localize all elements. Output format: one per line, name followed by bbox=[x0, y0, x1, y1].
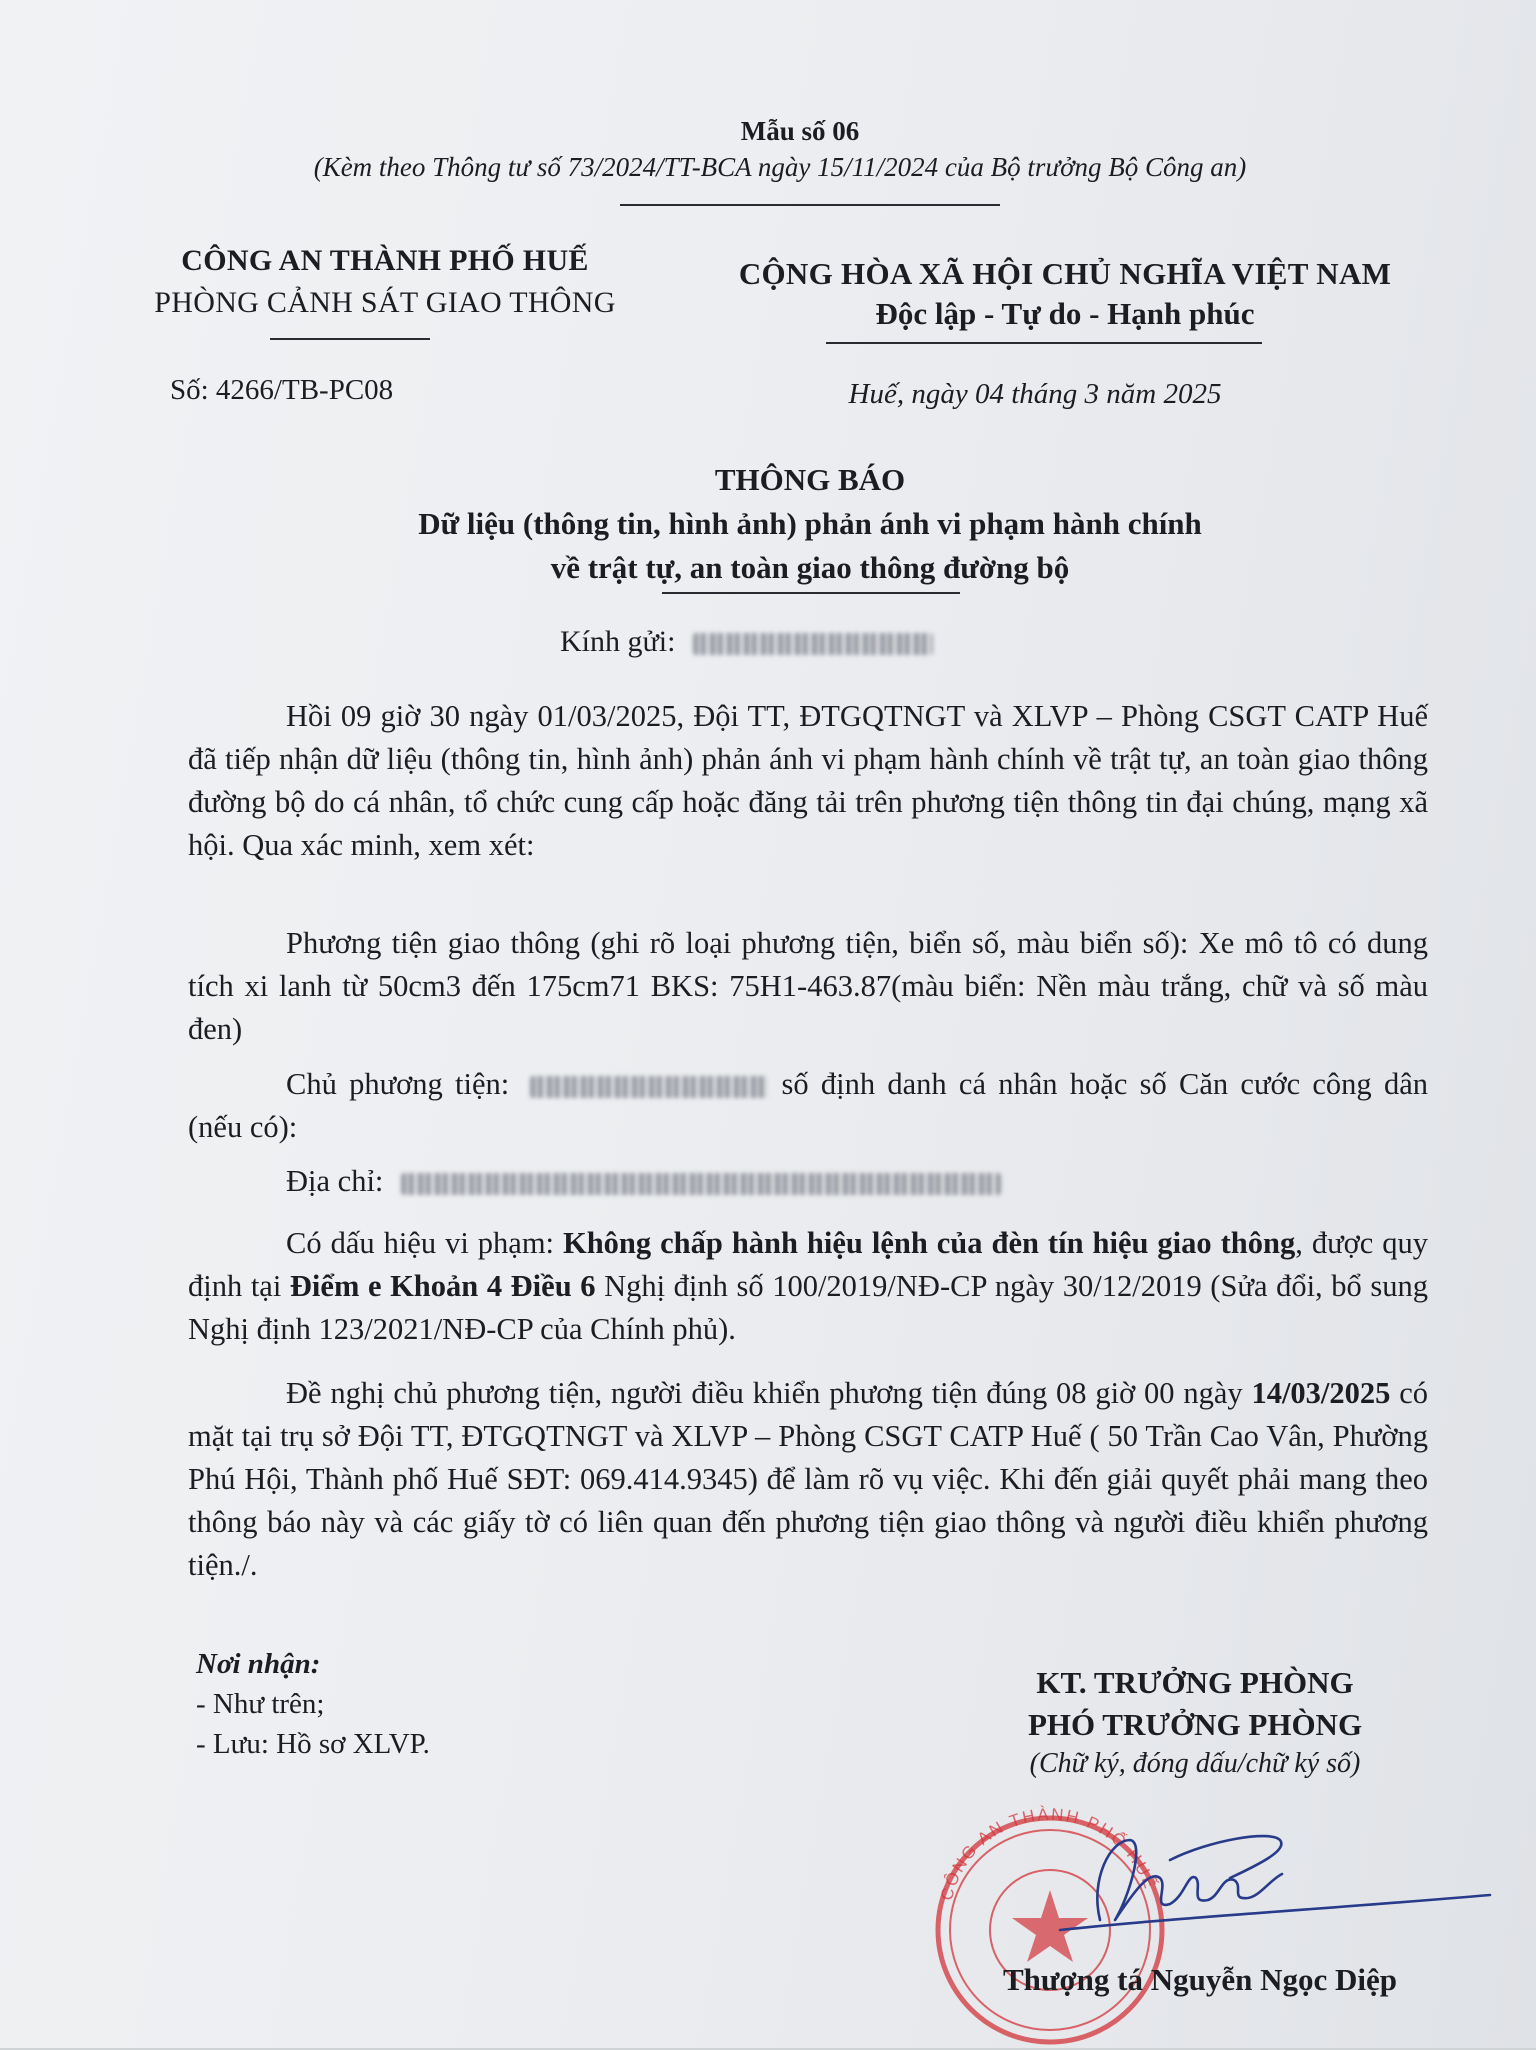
notice-subtitle-line2: về trật tự, an toàn giao thông đường bộ bbox=[550, 550, 1070, 585]
seal-text: CÔNG AN THÀNH PHỐ HUẾ bbox=[937, 1804, 1161, 1903]
signature-note: (Chữ ký, đóng dấu/chữ ký số) bbox=[1029, 1748, 1361, 1779]
recipients-block bbox=[196, 1644, 696, 1764]
redacted-address bbox=[401, 1173, 1001, 1195]
agency-department: PHÒNG CẢNH SÁT GIAO THÔNG bbox=[154, 286, 616, 319]
motto-divider bbox=[826, 342, 1262, 344]
notice-subtitle-line1: Dữ liệu (thông tin, hình ảnh) phản ánh vi phạm hành chính bbox=[418, 506, 1202, 541]
owner-paragraph bbox=[188, 1063, 1428, 1149]
violation-article: Điểm e Khoản 4 Điều 6 bbox=[289, 1269, 596, 1303]
recipient-item: - Như trên; bbox=[196, 1688, 325, 1720]
notice-title: THÔNG BÁO bbox=[714, 462, 906, 497]
violation-suffix: Nghị định số 100/2019/NĐ-CP ngày 30/12/2019 (Sửa đổi, bổ sung Nghị định 123/2021/NĐ-CP của Chính phủ). bbox=[188, 1269, 1428, 1346]
intro-paragraph: Hồi 09 giờ 30 ngày 01/03/2025, Đội TT, ĐTGQTNGT và XLVP – Phòng CSGT CATP Huế đã tiếp nhận dữ liệu (thông tin, hình ảnh) phản ánh vi phạm hành chính về trật tự, an toàn giao thông đường bộ do cá nhân, tổ chức cung cấp hoặc đăng tải trên phương tiện thông tin đại chúng, mạng xã hội. Qua xác minh, xem xét: bbox=[188, 699, 1428, 862]
signer-name: Thượng tá Nguyễn Ngọc Diệp bbox=[1002, 1962, 1398, 1997]
signature-role-line1: KT. TRƯỞNG PHÒNG bbox=[1036, 1665, 1354, 1700]
request-suffix: có mặt tại trụ sở Đội TT, ĐTGQTNGT và XLVP – Phòng CSGT CATP Huế ( 50 Trần Cao Vân, Phường Phú Hội, Thành phố Huế SĐT: 069.414.9345) để làm rõ vụ việc. Khi đến giải quyết phải mang theo thông báo này và các giấy tờ có liên quan đến phương tiện giao thông và người điều khiển phương tiện./. bbox=[188, 1376, 1428, 1582]
recipients-heading: Nơi nhận: bbox=[196, 1648, 321, 1680]
header-divider bbox=[620, 204, 1000, 206]
signature-role bbox=[910, 1662, 1480, 1746]
vehicle-paragraph: Phương tiện giao thông (ghi rõ loại phương tiện, biển số, màu biển số): Xe mô tô có dung tích xi lanh từ 50cm3 đến 175cm71 BKS: 75H1-463.87(màu biển: Nền màu trắng, chữ và số màu đen) bbox=[188, 926, 1428, 1046]
redacted-recipient-name bbox=[693, 633, 933, 655]
nation-motto: Độc lập - Tự do - Hạnh phúc bbox=[875, 296, 1255, 331]
owner-id-label: số định danh cá nhân hoặc số Căn cước công dân (nếu có): bbox=[188, 1067, 1428, 1144]
agency-name: CÔNG AN THÀNH PHỐ HUẾ bbox=[181, 244, 589, 277]
signature-role-line2: PHÓ TRƯỞNG PHÒNG bbox=[1027, 1707, 1363, 1742]
recipient-item: - Lưu: Hồ sơ XLVP. bbox=[196, 1728, 430, 1760]
address-paragraph bbox=[188, 1160, 1428, 1203]
form-number: Mẫu số 06 bbox=[740, 116, 860, 146]
violation-paragraph bbox=[188, 1222, 1428, 1351]
request-prefix: Đề nghị chủ phương tiện, người điều khiển phương tiện đúng 08 giờ 00 ngày bbox=[286, 1376, 1252, 1410]
greeting bbox=[560, 625, 1260, 659]
greeting-label: Kính gửi: bbox=[560, 625, 676, 658]
violation-description: Không chấp hành hiệu lệnh của đèn tín hiệu giao thông bbox=[563, 1226, 1296, 1260]
owner-label: Chủ phương tiện: bbox=[286, 1067, 510, 1101]
address-label: Địa chỉ: bbox=[286, 1164, 384, 1198]
document-date: Huế, ngày 04 tháng 3 năm 2025 bbox=[848, 378, 1222, 410]
agency-divider bbox=[270, 338, 430, 340]
title-divider bbox=[662, 592, 960, 594]
document-number: Số: 4266/TB-PC08 bbox=[170, 374, 394, 406]
request-date: 14/03/2025 bbox=[1251, 1376, 1391, 1410]
nation-name: CỘNG HÒA XÃ HỘI CHỦ NGHĨA VIỆT NAM bbox=[738, 256, 1392, 291]
handwritten-signature bbox=[1020, 1800, 1510, 1950]
redacted-owner-name bbox=[530, 1076, 768, 1098]
violation-prefix: Có dấu hiệu vi phạm: bbox=[286, 1226, 563, 1260]
form-reference: (Kèm theo Thông tư số 73/2024/TT-BCA ngày 15/11/2024 của Bộ trưởng Bộ Công an) bbox=[313, 152, 1247, 182]
request-paragraph bbox=[188, 1372, 1428, 1587]
violation-mid: , được quy định tại bbox=[188, 1226, 1428, 1303]
